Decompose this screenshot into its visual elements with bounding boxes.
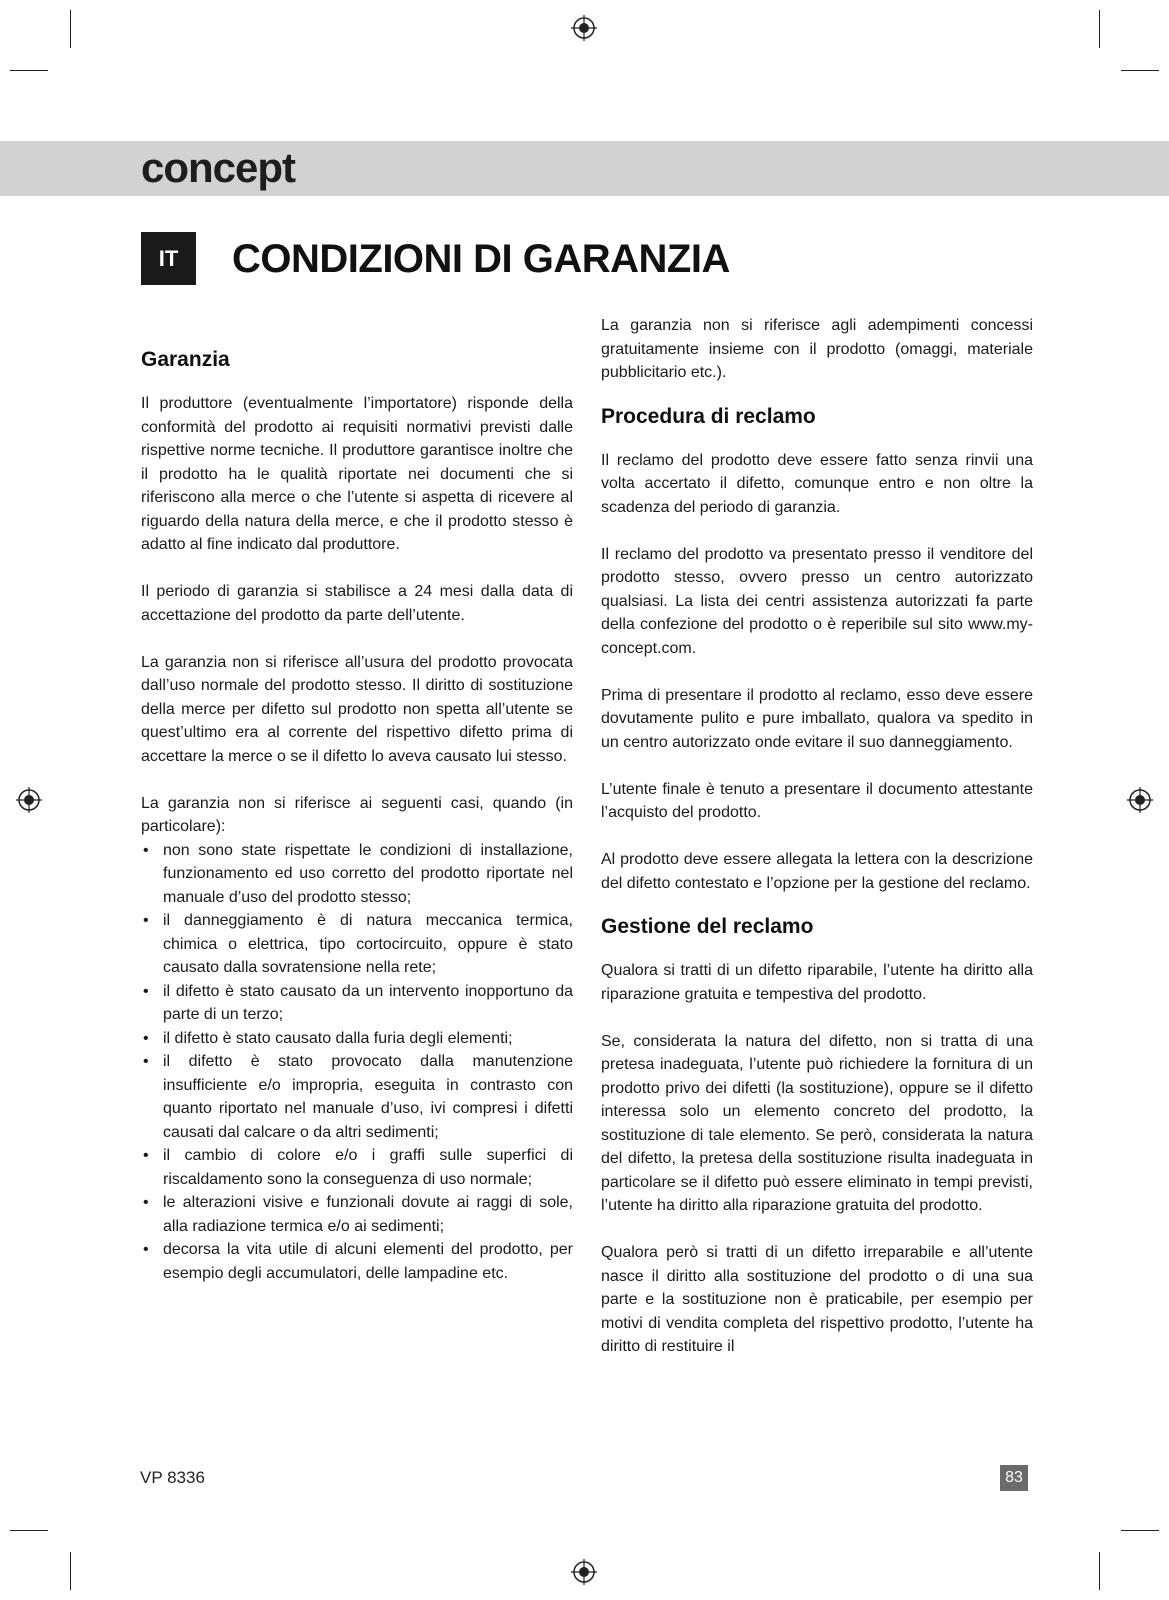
list-item-text: le alterazioni visive e funzionali dovute ai raggi di sole, alla radiazione termica e/o ai sedimenti; — [163, 1194, 573, 1235]
exclusions-list — [141, 839, 573, 1286]
registration-mark-icon — [15, 786, 43, 814]
crop-mark — [1121, 70, 1159, 71]
bullet: • — [143, 912, 149, 929]
list-item — [141, 1238, 573, 1285]
list-item-text: il difetto è stato causato da un intervento inopportuno da parte di un terzo; — [163, 982, 573, 1023]
section-heading-procedura: Procedura di reclamo — [601, 404, 816, 428]
paragraph: Se, considerata la natura del difetto, non si tratta di una pretesa inadeguata, l’utente può richiedere la fornitura di un prodotto privo dei difetti (la sostituzione), oppure se il difetto interessa solo un elemento concreto del prodotto, la sostituzione di tale elemento. Se però, considerata la natura del difetto, la pretesa della sostituzione risulta inadeguata in particolare se il difetto può essere eliminato in tempi previsti, l’utente ha diritto alla riparazione gratuita del prodotto. — [601, 1032, 1033, 1214]
crop-mark — [10, 1530, 48, 1531]
list-item-text: non sono state rispettate le condizioni di installazione, funzionamento ed uso corretto del prodotto riportate nel manuale d’uso del prodotto stesso; — [163, 841, 573, 906]
right-column — [601, 314, 1033, 1359]
crop-mark — [70, 1552, 71, 1590]
section-heading-gestione: Gestione del reclamo — [601, 915, 814, 938]
language-badge: IT — [141, 232, 196, 285]
paragraph: Il reclamo del prodotto va presentato presso il venditore del prodotto stesso, ovvero presso un centro autorizzato qualsiasi. La lista dei centri assistenza autorizzati fa parte della confezione del prodotto o è reperibile sul sito www.my-concept.com. — [601, 545, 1033, 657]
bullet: • — [143, 1194, 149, 1211]
bullet: • — [143, 1241, 149, 1258]
brand-logo: concept — [141, 144, 296, 191]
paragraph: Il periodo di garanzia si stabilisce a 24 mesi dalla data di accettazione del prodotto da parte dell’utente. — [141, 583, 573, 624]
left-column — [141, 345, 573, 1285]
paragraph: La garanzia non si riferisce all’usura del prodotto provocata dall’uso normale del prodotto stesso. Il diritto di sostituzione della merce per difetto sul prodotto non spetta all’utente se quest’ultimo era al corrente del rispettivo difetto prima di accettare la merce o se il difetto lo aveva causato lui stesso. — [141, 653, 573, 765]
paragraph: Il reclamo del prodotto deve essere fatto senza rinvii una volta accertato il difetto, comunque entro e non oltre la scadenza del periodo di garanzia. — [601, 451, 1033, 516]
list-item — [141, 1144, 573, 1191]
bullet: • — [143, 982, 149, 1000]
bullet: • — [143, 1053, 149, 1070]
list-item-text: il cambio di colore e/o i graffi sulle superfici di riscaldamento sono la conseguenza di uso normale; — [163, 1147, 573, 1188]
model-number: VP 8336 — [140, 1468, 205, 1487]
list-item — [141, 1191, 573, 1238]
list-item — [141, 980, 573, 1027]
page-title: CONDIZIONI DI GARANZIA — [232, 237, 730, 281]
registration-mark-icon — [570, 1558, 598, 1586]
list-item-text: il difetto è stato provocato dalla manutenzione insufficiente e/o impropria, eseguita in contrasto con quanto riportato nel manuale d’uso, ivi compresi i difetti causati dal calcare o da altri sedimenti; — [163, 1053, 573, 1141]
bullet: • — [143, 1029, 149, 1047]
paragraph: La garanzia non si riferisce ai seguenti casi, quando (in particolare): — [141, 794, 573, 835]
list-item-text: il danneggiamento è di natura meccanica termica, chimica o elettrica, tipo cortocircuito, oppure è stato causato dalla sovratensione nella rete; — [163, 912, 573, 976]
paragraph: Al prodotto deve essere allegata la lettera con la descrizione del difetto contestato e l’opzione per la gestione del reclamo. — [601, 851, 1033, 892]
paragraph: L’utente finale è tenuto a presentare il documento attestante l’acquisto del prodotto. — [601, 780, 1033, 821]
bullet: • — [143, 1147, 149, 1164]
crop-mark — [70, 10, 71, 48]
list-item — [141, 909, 573, 980]
crop-mark — [1099, 1552, 1100, 1590]
list-item-text: decorsa la vita utile di alcuni elementi del prodotto, per esempio degli accumulatori, delle lampadine etc. — [163, 1241, 573, 1282]
list-item — [141, 1027, 573, 1051]
paragraph: Qualora si tratti di un difetto riparabile, l’utente ha diritto alla riparazione gratuita e tempestiva del prodotto. — [601, 962, 1033, 1003]
list-item — [141, 1050, 573, 1144]
section-heading-garanzia: Garanzia — [141, 348, 230, 371]
registration-mark-icon — [1126, 786, 1154, 814]
page-number: 83 — [1000, 1465, 1028, 1491]
paragraph: Qualora però si tratti di un difetto irreparabile e all’utente nasce il diritto alla sostituzione del prodotto o di una sua parte e la sostituzione non è praticabile, per esempio per motivi di vendita completa del rispettivo prodotto, l’utente ha diritto di restituire il — [601, 1244, 1033, 1355]
crop-mark — [1099, 10, 1100, 48]
list-item-text: il difetto è stato causato dalla furia degli elementi; — [163, 1029, 513, 1047]
paragraph: La garanzia non si riferisce agli adempimenti concessi gratuitamente insieme con il prodotto (omaggi, materiale pubblicitario etc.). — [601, 317, 1033, 381]
paragraph: Il produttore (eventualmente l’importatore) risponde della conformità del prodotto ai requisiti normativi previsti dalle rispettive norme tecniche. Il produttore garantisce inoltre che il prodotto ha le qualità riportate nei documenti che si riferiscono alla merce o che l’utente si aspetta di ricevere al riguardo della natura della merce, e che il prodotto stesso è adatto al fine indicato dal produttore. — [141, 395, 573, 553]
registration-mark-icon — [570, 14, 598, 42]
crop-mark — [10, 70, 48, 71]
bullet: • — [143, 841, 149, 859]
list-item — [141, 839, 573, 910]
paragraph: Prima di presentare il prodotto al reclamo, esso deve essere dovutamente pulito e pure imballato, qualora va spedito in un centro autorizzato onde evitare il suo danneggiamento. — [601, 686, 1033, 751]
crop-mark — [1121, 1530, 1159, 1531]
